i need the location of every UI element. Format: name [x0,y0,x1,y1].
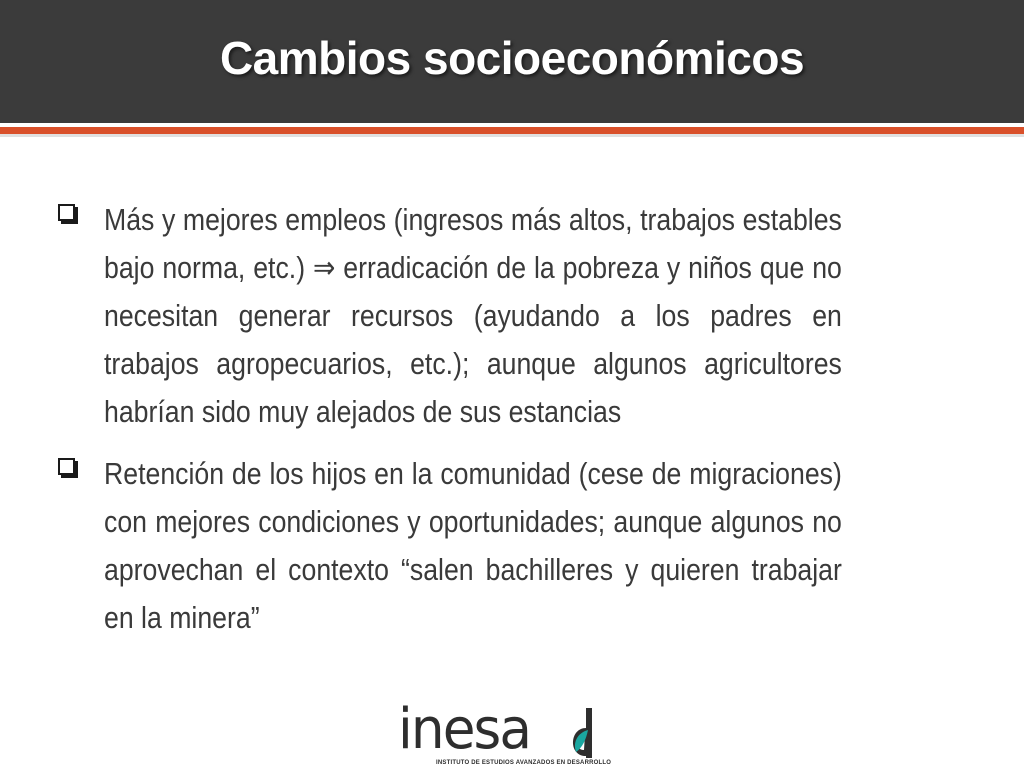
leaf-d-icon [566,704,596,760]
bullet-list [56,196,962,656]
title-bar [0,0,1024,123]
bullet-item [56,450,962,642]
bullet-text: Retención de los hijos en la comunidad (cese de migraciones) con mejores condiciones y oportunidades; aunque algunos no aprovechan el contexto “salen bachilleres y quieren trabajar en la minera” [104,456,842,635]
checkbox-bullet-icon [58,458,75,475]
logo-tagline: INSTITUTO DE ESTUDIOS AVANZADOS EN DESARROLLO [436,760,612,766]
bullet-item [56,196,962,436]
divider-shadow [0,134,1024,137]
accent-divider [0,127,1024,134]
slide-title: Cambios socioeconómicos [219,31,805,84]
bullet-text: Más y mejores empleos (ingresos más altos, trabajos estables bajo norma, etc.) ⇒ erradicación de la pobreza y niños que no necesitan generar recursos (ayudando a los padres en trabajos agropecuarios, etc.); aunque algunos agricultores habrían sido muy alejados de sus estancias [104,202,842,429]
checkbox-bullet-icon [58,204,75,221]
logo-wordmark: inesa [398,697,531,762]
inesad-logo [398,697,612,768]
